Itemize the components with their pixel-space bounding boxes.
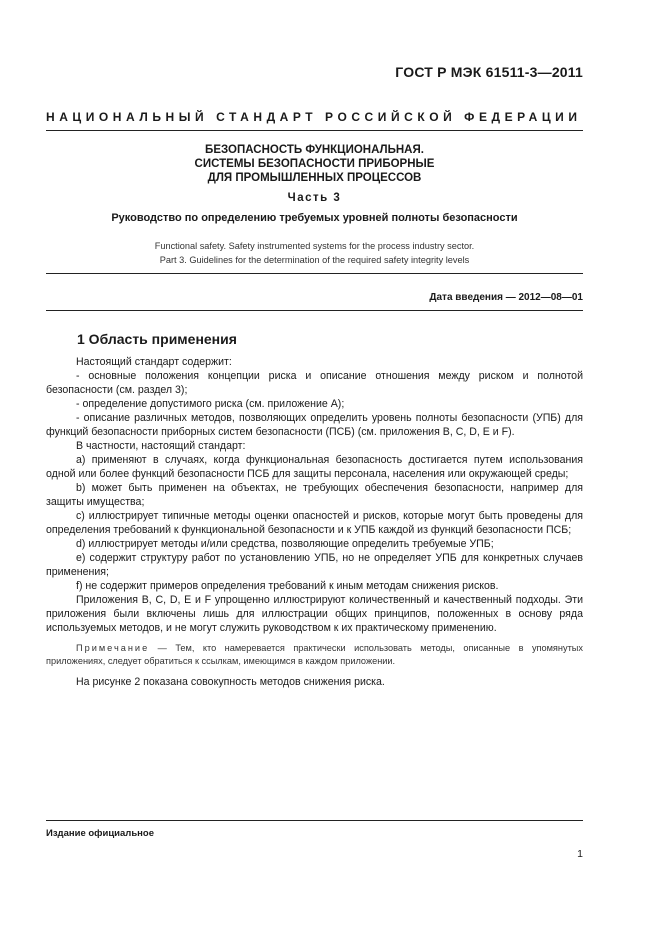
paragraph: - определение допустимого риска (см. приложение А);	[76, 398, 345, 410]
closing-paragraph: На рисунке 2 показана совокупность методов снижения риска.	[76, 676, 385, 688]
paragraph: d) иллюстрирует методы и/или средства, позволяющие определить требуемые УПБ;	[76, 538, 494, 550]
part-number: Часть 3	[287, 192, 342, 204]
edition-label: Издание официальное	[46, 828, 154, 839]
paragraph: а) применяют в случаях, когда функциональная безопасность достигается путем использования одной или более функций безопасности ПСБ для защиты персонала, населения или окружающей среды;	[46, 454, 583, 480]
note-text: — Тем, кто намеревается практически использовать методы, описанные в упомянутых приложениях, следует обратиться к ссылкам, имеющимся в каждом приложении.	[46, 643, 583, 666]
title-rule	[46, 273, 583, 274]
note-label: Примечание	[76, 643, 150, 653]
national-standard-banner: НАЦИОНАЛЬНЫЙ СТАНДАРТ РОССИЙСКОЙ ФЕДЕРАЦИИ	[46, 110, 582, 124]
note	[46, 642, 583, 668]
paragraph: Приложения В, С, D, Е и F упрощенно иллюстрируют количественный и качественный подходы. Эти приложения были включены лишь для иллюстрации общих принципов, положенных в основу ряда используемых методов, и не могут служить руководством к их практическому применению.	[46, 594, 583, 634]
english-title	[46, 239, 583, 267]
paragraph: f) не содержит примеров определения требований к иным методам снижения рисков.	[76, 580, 499, 592]
title-line-3: ДЛЯ ПРОМЫШЛЕННЫХ ПРОЦЕССОВ	[207, 172, 422, 184]
paragraph: - описание различных методов, позволяющих определить уровень полноты безопасности (УПБ) для функций безопасности приборных систем безопасности (ПСБ) (см. приложения В, С, D, Е и F).	[46, 412, 583, 438]
document-title	[46, 143, 583, 185]
paragraph: Настоящий стандарт содержит:	[76, 356, 232, 368]
section-body	[46, 355, 583, 689]
date-of-introduction: Дата введения — 2012—08—01	[429, 292, 583, 303]
paragraph: с) иллюстрирует типичные методы оценки опасностей и рисков, которые могут быть проведены для определения требований к функциональной безопасности и к УПБ каждой из функций безопасности ПСБ;	[46, 510, 583, 536]
english-title-line-1: Functional safety. Safety instrumented systems for the process industry sector.	[154, 241, 475, 251]
header-rule	[46, 130, 583, 131]
paragraph: - основные положения концепции риска и описание отношения между риском и полнотой безопасности (см. раздел 3);	[46, 370, 583, 396]
paragraph: е) содержит структуру работ по установлению УПБ, но не определяет УПБ для конкретных случаев применения;	[46, 552, 583, 578]
document-subtitle: Руководство по определению требуемых уровней полноты безопасности	[111, 212, 518, 224]
page-number: 1	[577, 848, 583, 860]
paragraph: В частности, настоящий стандарт:	[76, 440, 246, 452]
title-line-1: БЕЗОПАСНОСТЬ ФУНКЦИОНАЛЬНАЯ.	[205, 144, 424, 156]
title-line-2: СИСТЕМЫ БЕЗОПАСНОСТИ ПРИБОРНЫЕ	[194, 158, 435, 170]
standard-id: ГОСТ Р МЭК 61511-3—2011	[395, 64, 583, 80]
date-rule	[46, 310, 583, 311]
english-title-line-2: Part 3. Guidelines for the determination of the required safety integrity levels	[159, 255, 470, 265]
paragraph: b) может быть применен на объектах, не требующих обеспечения безопасности, например для защиты имущества;	[46, 482, 583, 508]
section-heading: 1 Область применения	[77, 331, 237, 347]
footer-rule	[46, 820, 583, 821]
